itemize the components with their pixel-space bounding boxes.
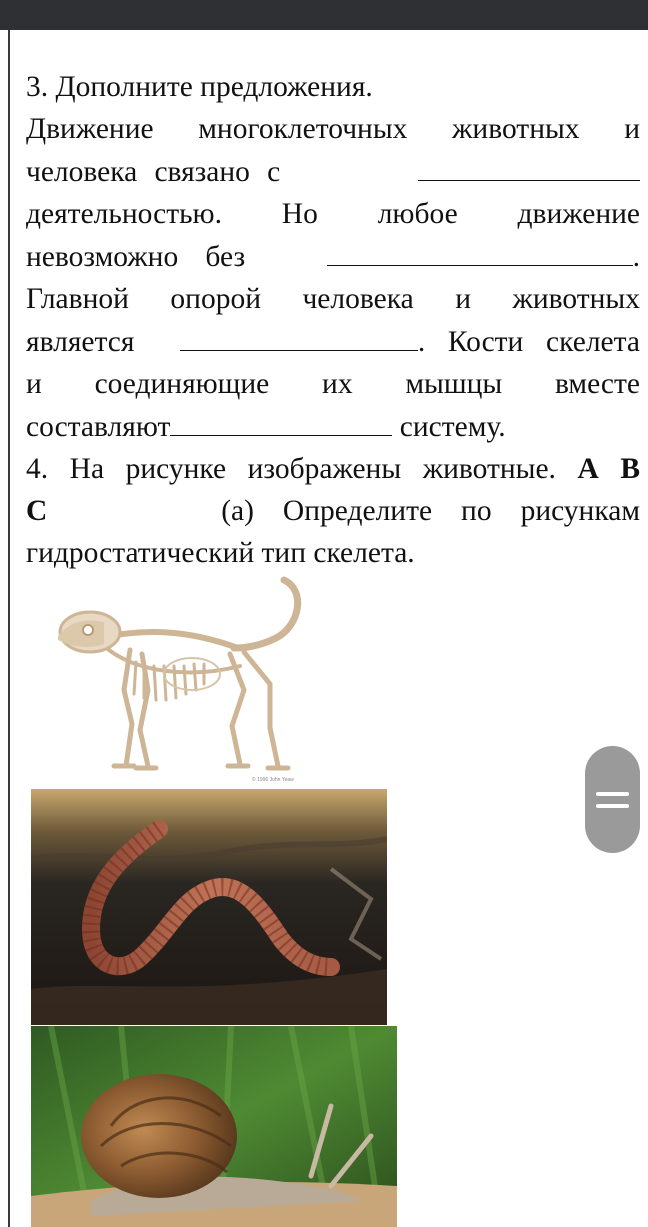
q3-line-4 [26,235,640,278]
page-left-border [8,30,10,1227]
earthworm-photo [31,789,387,1025]
q4-line-1 [26,448,640,490]
q4-letters-ab: А В [577,453,641,485]
q4-line-3: гидростатический тип скелета. [26,537,415,569]
q3-line-2-text: человека связано с [26,156,281,188]
q3-line-6 [26,320,640,363]
dog-skeleton-image [44,574,306,786]
handle-grip-line-bottom [596,804,629,808]
q3-line-8 [26,405,640,448]
q3-line-8-text: составляют [26,411,171,443]
question-3-heading: 3. Дополните предложения. [26,71,373,103]
snail-photo [31,1026,397,1227]
answer-blank-3 [180,320,418,351]
scroll-handle[interactable] [585,746,640,853]
q3-line-6-end: . Кости скелета [417,326,640,358]
answer-blank-4 [170,405,392,436]
q3-line-4-text: невозможно без [26,241,246,273]
answer-blank-2 [327,235,633,266]
q3-line-1: Движение многоклеточных животных и [26,113,640,145]
answer-blank-1 [418,150,640,181]
q4-line-2 [26,490,640,532]
handle-grip-line-top [596,792,629,796]
q4-letter-c: С [26,495,48,527]
document-text [26,66,640,574]
top-app-bar [0,0,648,30]
q3-line-3: деятельностью. Но любое движение [26,198,640,230]
q3-line-6-text: является [26,326,135,358]
q3-line-8-end: систему. [399,411,506,443]
q3-line-4-end: . [632,241,640,273]
dog-image-credit: © 1996 John Yeaw [252,777,294,783]
q4-line-2-text: (а) Определите по рисункам [221,495,640,527]
question-4-heading: 4. На рисунке изображены животные. [26,453,556,485]
q3-line-2 [26,150,640,193]
q3-line-5: Главной опорой человека и животных [26,283,640,315]
q3-line-7: и соединяющие их мышцы вместе [26,368,640,400]
